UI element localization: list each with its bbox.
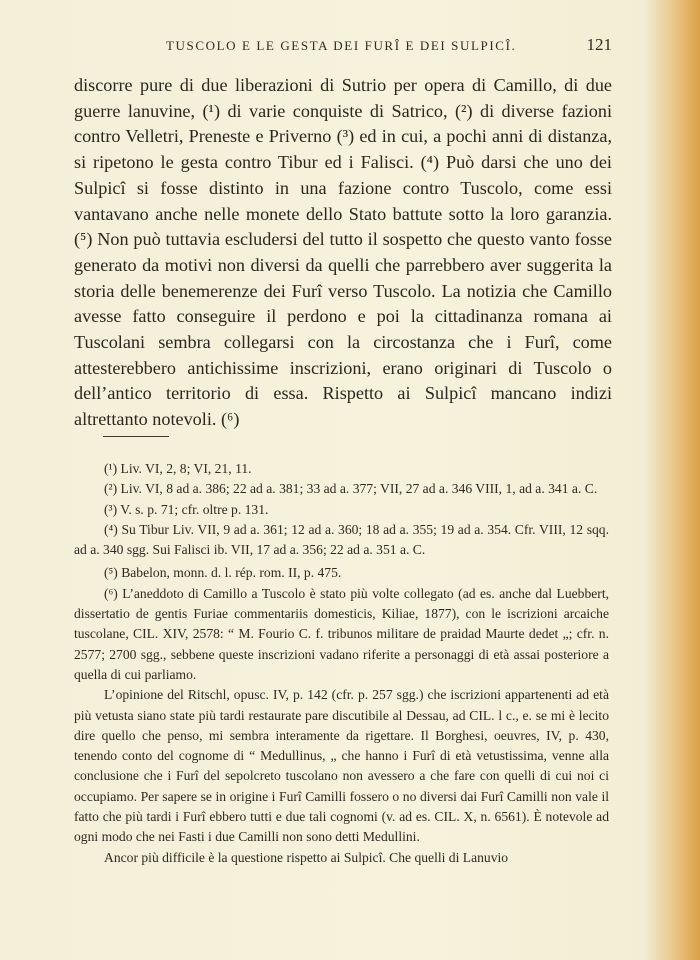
footnote-6-final-line: Ancor più difficile è la questione rispetto ai Sulpicî. Che quelli di Lanuvio (104, 849, 509, 865)
main-text (74, 73, 612, 433)
footnote-1: (¹) Liv. VI, 2, 8; VI, 21, 11. (104, 461, 252, 476)
footnote-3: (³) V. s. p. 71; cfr. oltre p. 131. (104, 501, 269, 517)
footnote-separator (103, 436, 169, 437)
footnote-4: (⁴) Su Tibur Liv. VII, 9 ad a. 361; 12 ad a. 360; 18 ad a. 355; 19 ad a. 354. Cfr. VIII, 12 sqq. ad a. 340 sgg. Sui Falisci ib. VII, 17 ad a. 356; 22 ad a. 351 a. C. (74, 521, 609, 558)
footnote-2: (²) Liv. VI, 8 ad a. 386; 22 ad a. 381; 33 ad a. 377; VII, 27 ad a. 346 VIII, 1, ad a. 341 a. C. (104, 481, 598, 497)
footnotes (74, 459, 609, 868)
page-number: 121 (586, 35, 612, 54)
running-title: TUSCOLO E LE GESTA DEI FURÎ E DEI SULPICÎ. (166, 38, 517, 53)
footnote-6: (⁶) L’aneddoto di Camillo a Tuscolo è stato più volte collegato (ad es. anche dal Luebbert, dissertatio de gentis Furiae commentariis domesticis, Kiliae, 1877), con le iscrizioni arcaiche tuscolane, CIL. XIV, 2578: “ M. Fourio C. f. tribunos militare de praidad Maurte dedet „; cfr. n. 2577; 2700 sgg., sebbene queste inscrizioni vadano riferite a personaggi di età assai posteriore a quella di cui parliamo. (74, 585, 609, 682)
footnote-5: (⁵) Babelon, monn. d. l. rép. rom. II, p. 475. (104, 565, 342, 581)
footnote-6-continuation: L’opinione del Ritschl, opusc. IV, p. 142 (cfr. p. 257 sgg.) che iscrizioni appartenenti ad età più vetusta siano state più tardi restaurate pare discutibile al Dessau, ad CIL. l c., e. se mi è lecito dire quello che penso, mi sembra interamente da rigettare. Il Borghesi, oeuvres, IV, p. 430, tenendo conto del cognome di “ Medullinus, „ che hanno i Furî di età vetustissima, venne alla conclusione che i Furî del sepolcreto tuscolano non avessero a che fare con quelli di cui noi ci occupiamo. Per sapere se in origine i Furî Camilli fossero o no diversi dai Furî Camilli non vale il fatto che più tardi i Furî ebbero tutti e due tali cognomi (v. ad es. CIL. X, n. 6561). È notevole ad ogni modo che nei Fasti i due Camilli non sono detti Medullini. (74, 687, 609, 845)
body-paragraph: discorre pure di due liberazioni di Sutrio per opera di Camillo, di due guerre lanuvine, (¹) di varie conquiste di Satrico, (²) di diverse fazioni contro Velletri, Preneste e Priverno (³) ed in cui, a pochi anni di distanza, si ripetono le gesta contro Tibur ed i Falisci. (⁴) Può darsi che uno dei Sulpicî si fosse distinto in una fazione contro Tuscolo, come essi vantavano anche nelle monete dello Stato battute sotto la loro garanzia. (⁵) Non può tuttavia escludersi del tutto il sospetto che questo vanto fosse generato da motivi non diversi da quelli che parrebbero aver suggerita la storia delle benemerenze dei Furî verso Tuscolo. La notizia che Camillo avesse fatto conseguire il perdono e poi la cittadinanza romana ai Tuscolani sembra collegarsi con la circostanza che i Furî, come attesterebbero antichissime inscrizioni, erano originari di Tuscolo o dell’antico territorio di essa. Rispetto ai Sulpicî mancano indizi altrettanto notevoli. (⁶) (74, 75, 612, 430)
